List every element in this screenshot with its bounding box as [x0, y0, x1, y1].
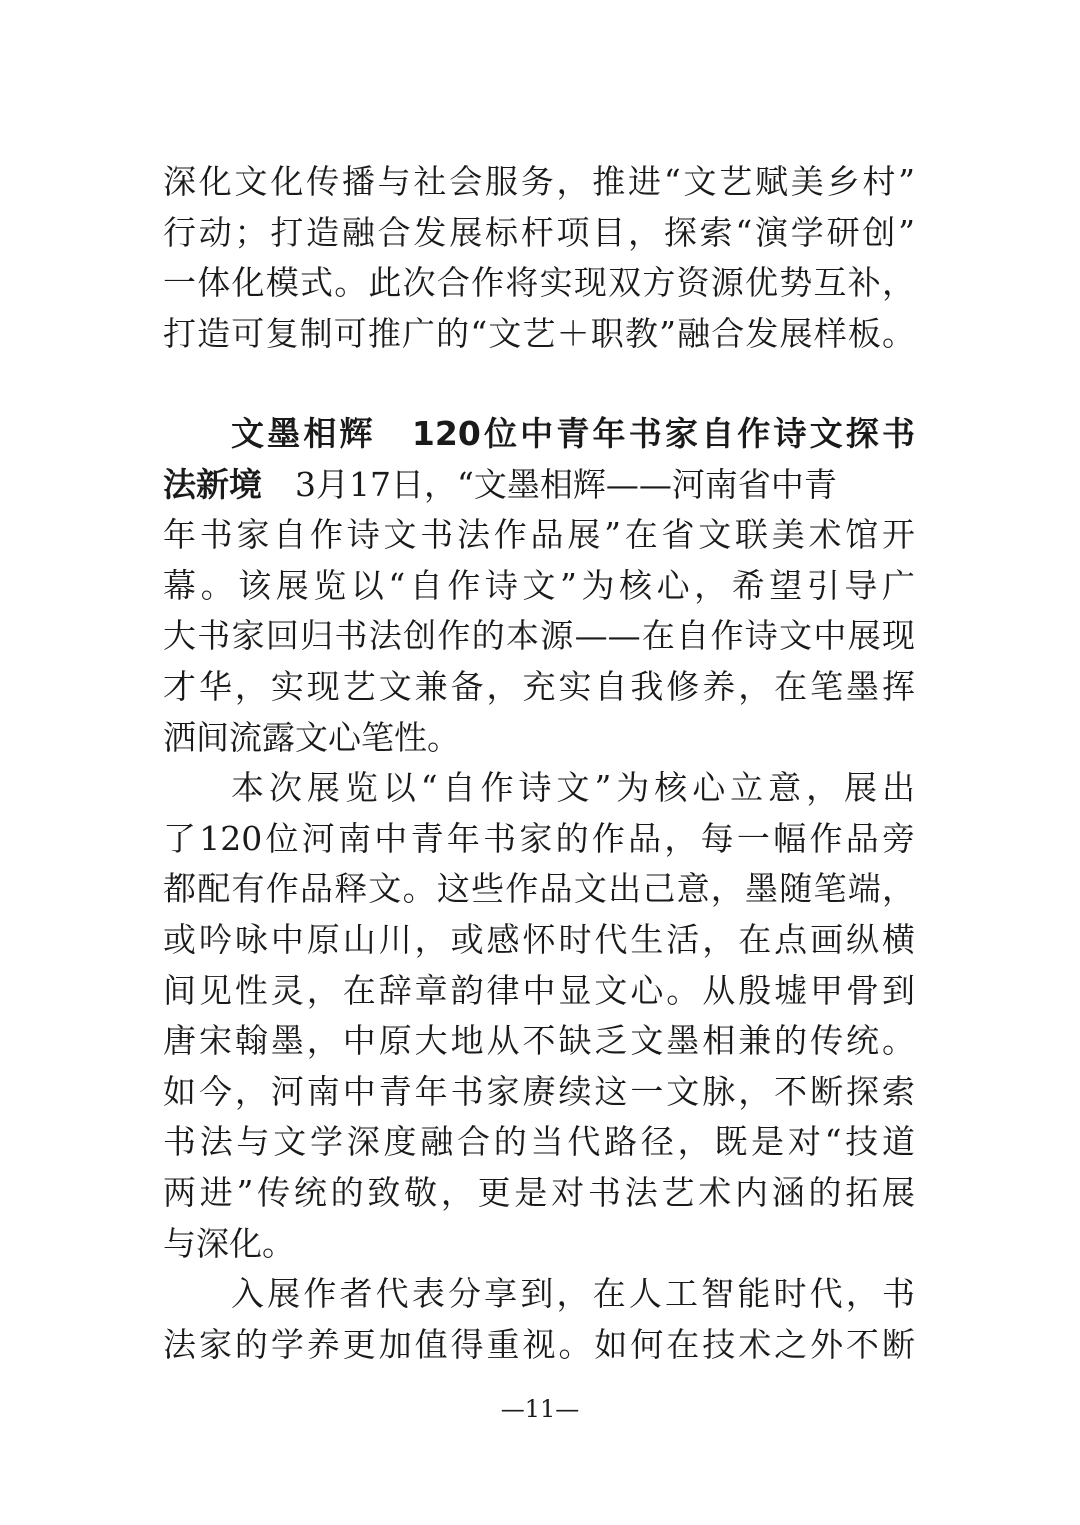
text-line: 法家的学养更加值得重视。如何在技术之外不断: [163, 1324, 915, 1364]
text-line: 年书家自作诗文书法作品展”在省文联美术馆开: [163, 515, 915, 555]
text-line: 行动；打造融合发展标杆项目，探索“演学研创”: [163, 212, 915, 252]
text-line: 一体化模式。此次合作将实现双方资源优势互补，: [163, 263, 915, 303]
text-line: 本次展览以“自作诗文”为核心立意，展出: [231, 768, 915, 808]
text-line: 了120位河南中青年书家的作品，每一幅作品旁: [163, 818, 915, 858]
text-segment: 3月17日，“文墨相辉——河南省中青: [262, 464, 837, 504]
text-line: 深化文化传播与社会服务，推进“文艺赋美乡村”: [163, 162, 915, 201]
text-line: 间见性灵，在辞章韵律中显文心。从殷墟甲骨到: [163, 970, 915, 1010]
paragraph-1: [163, 157, 915, 359]
text-line: 打造可复制可推广的“文艺＋职教”融合发展样板。: [163, 313, 915, 353]
text-line: 入展作者代表分享到，在人工智能时代，书: [231, 1274, 915, 1314]
section-body: [163, 409, 915, 1370]
text-line: 洒间流露文心笔性。: [163, 717, 460, 757]
text-line: [163, 460, 915, 511]
text-line: 或吟咏中原山川，或感怀时代生活，在点画纵横: [163, 919, 915, 959]
text-line: 书法与文学深度融合的当代路径，既是对“技道: [163, 1122, 915, 1162]
text-line: 如今，河南中青年书家赓续这一文脉，不断探索: [163, 1071, 915, 1111]
text-line: 才华，实现艺文兼备，充实自我修养，在笔墨挥: [163, 666, 915, 706]
text-line: 与深化。: [163, 1223, 295, 1263]
text-line: 幕。该展览以“自作诗文”为核心，希望引导广: [163, 565, 915, 605]
text-line: 两进”传统的致敬，更是对书法艺术内涵的拓展: [163, 1172, 915, 1212]
text-line: 大书家回归书法创作的本源——在自作诗文中展现: [163, 616, 915, 656]
text-line: 唐宋翰墨，中原大地从不缺乏文墨相兼的传统。: [163, 1021, 915, 1061]
section-heading-end: 法新境: [163, 464, 262, 504]
text-line: 都配有作品释文。这些作品文出己意，墨随笔端，: [163, 869, 915, 909]
section-heading: 文墨相辉 120位中青年书家自作诗文探书: [231, 414, 915, 453]
page-number: —11—: [500, 1395, 580, 1423]
